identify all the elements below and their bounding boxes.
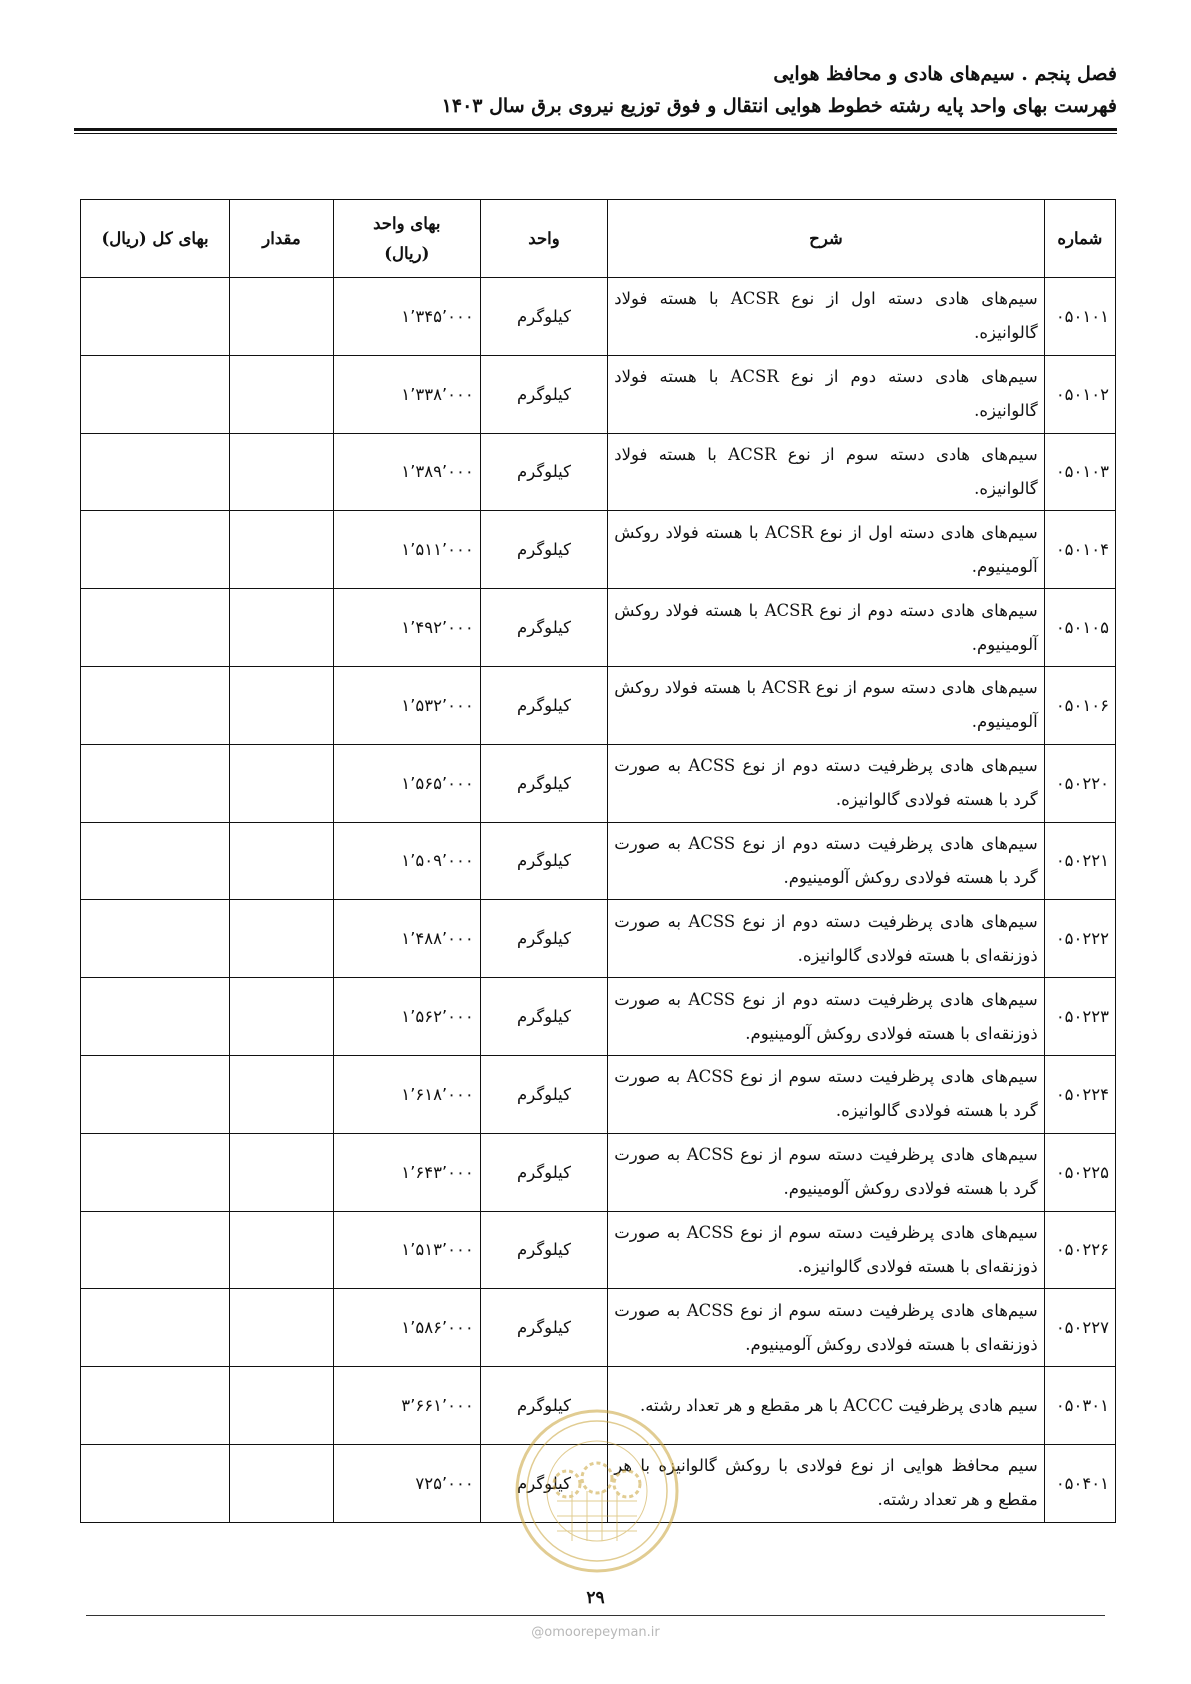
table-row	[81, 355, 1116, 433]
item-code: ۰۵۰۲۲۷	[1044, 1289, 1115, 1367]
item-unit: کیلوگرم	[480, 822, 607, 900]
table-row	[81, 1211, 1116, 1289]
item-unit: کیلوگرم	[480, 278, 607, 356]
item-unit-price: ۷۲۵٬۰۰۰	[333, 1444, 480, 1522]
item-description: سیم‌های هادی پرظرفیت دسته دوم از نوع ACSS به صورت ذوزنقه‌ای با هسته فولادی روکش آلومینیوم.	[608, 978, 1044, 1056]
unit-price-header-line2: (ریال)	[384, 243, 430, 263]
item-code: ۰۵۰۲۲۴	[1044, 1055, 1115, 1133]
item-code: ۰۵۰۲۲۶	[1044, 1211, 1115, 1289]
item-code: ۰۵۰۱۰۵	[1044, 589, 1115, 667]
item-unit: کیلوگرم	[480, 589, 607, 667]
item-quantity	[230, 511, 334, 589]
item-total-price	[81, 433, 230, 511]
item-unit-price: ۱٬۵۳۲٬۰۰۰	[333, 666, 480, 744]
item-total-price	[81, 822, 230, 900]
item-description: سیم‌های هادی پرظرفیت دسته دوم از نوع ACSS به صورت گرد با هسته فولادی روکش آلومینیوم.	[608, 822, 1044, 900]
item-description: سیم‌های هادی دسته سوم از نوع ACSR با هسته فولاد گالوانیزه.	[608, 433, 1044, 511]
item-unit: کیلوگرم	[480, 1444, 607, 1522]
item-unit: کیلوگرم	[480, 1133, 607, 1211]
table-row	[81, 1289, 1116, 1367]
item-total-price	[81, 1289, 230, 1367]
column-header-total-price: بهای کل (ریال)	[81, 200, 230, 278]
item-unit: کیلوگرم	[480, 744, 607, 822]
table-row	[81, 433, 1116, 511]
table-row	[81, 1055, 1116, 1133]
item-total-price	[81, 589, 230, 667]
item-quantity	[230, 900, 334, 978]
item-code: ۰۵۰۱۰۲	[1044, 355, 1115, 433]
column-header-unit: واحد	[480, 200, 607, 278]
item-quantity	[230, 355, 334, 433]
column-header-unit-price	[333, 200, 480, 278]
item-total-price	[81, 900, 230, 978]
item-unit: کیلوگرم	[480, 355, 607, 433]
item-quantity	[230, 278, 334, 356]
column-header-description: شرح	[608, 200, 1044, 278]
item-unit: کیلوگرم	[480, 1289, 607, 1367]
item-code: ۰۵۰۲۲۱	[1044, 822, 1115, 900]
item-unit-price: ۱٬۴۹۲٬۰۰۰	[333, 589, 480, 667]
page-header	[74, 58, 1117, 122]
item-code: ۰۵۰۲۲۲	[1044, 900, 1115, 978]
header-double-rule	[74, 128, 1117, 134]
item-code: ۰۵۰۱۰۴	[1044, 511, 1115, 589]
item-unit-price: ۱٬۳۳۸٬۰۰۰	[333, 355, 480, 433]
item-unit: کیلوگرم	[480, 433, 607, 511]
item-code: ۰۵۰۲۲۰	[1044, 744, 1115, 822]
item-total-price	[81, 355, 230, 433]
item-description: سیم محافظ هوایی از نوع فولادی با روکش گالوانیزه با هر مقطع و هر تعداد رشته.	[608, 1444, 1044, 1522]
item-total-price	[81, 1211, 230, 1289]
item-description: سیم‌های هادی پرظرفیت دسته دوم از نوع ACSS به صورت ذوزنقه‌ای با هسته فولادی گالوانیزه.	[608, 900, 1044, 978]
item-total-price	[81, 744, 230, 822]
item-unit: کیلوگرم	[480, 1055, 607, 1133]
item-unit-price: ۱٬۳۸۹٬۰۰۰	[333, 433, 480, 511]
item-description: سیم‌های هادی پرظرفیت دسته سوم از نوع ACSS به صورت گرد با هسته فولادی گالوانیزه.	[608, 1055, 1044, 1133]
item-total-price	[81, 1444, 230, 1522]
item-unit-price: ۱٬۴۸۸٬۰۰۰	[333, 900, 480, 978]
item-quantity	[230, 1133, 334, 1211]
item-code: ۰۵۰۴۰۱	[1044, 1444, 1115, 1522]
item-code: ۰۵۰۲۲۳	[1044, 978, 1115, 1056]
item-quantity	[230, 1289, 334, 1367]
item-quantity	[230, 1367, 334, 1445]
item-description: سیم‌های هادی دسته دوم از نوع ACSR با هسته فولاد روکش آلومینیوم.	[608, 589, 1044, 667]
page-number: ۲۹	[586, 1588, 605, 1608]
item-total-price	[81, 978, 230, 1056]
item-quantity	[230, 978, 334, 1056]
item-unit: کیلوگرم	[480, 1367, 607, 1445]
item-code: ۰۵۰۱۰۳	[1044, 433, 1115, 511]
item-description: سیم‌های هادی پرظرفیت دسته سوم از نوع ACSS به صورت ذوزنقه‌ای با هسته فولادی گالوانیزه.	[608, 1211, 1044, 1289]
item-quantity	[230, 1444, 334, 1522]
item-unit-price: ۱٬۵۱۳٬۰۰۰	[333, 1211, 480, 1289]
item-total-price	[81, 511, 230, 589]
item-unit: کیلوگرم	[480, 511, 607, 589]
item-unit-price: ۱٬۵۶۲٬۰۰۰	[333, 978, 480, 1056]
table-row	[81, 822, 1116, 900]
item-description: سیم‌های هادی دسته دوم از نوع ACSR با هسته فولاد گالوانیزه.	[608, 355, 1044, 433]
item-quantity	[230, 433, 334, 511]
item-unit: کیلوگرم	[480, 1211, 607, 1289]
table-row	[81, 1444, 1116, 1522]
price-table	[80, 199, 1116, 1523]
item-code: ۰۵۰۲۲۵	[1044, 1133, 1115, 1211]
item-unit-price: ۳٬۶۶۱٬۰۰۰	[333, 1367, 480, 1445]
item-unit-price: ۱٬۶۴۳٬۰۰۰	[333, 1133, 480, 1211]
item-quantity	[230, 744, 334, 822]
item-total-price	[81, 1055, 230, 1133]
table-row	[81, 511, 1116, 589]
column-header-quantity: مقدار	[230, 200, 334, 278]
column-header-code: شماره	[1044, 200, 1115, 278]
item-unit: کیلوگرم	[480, 666, 607, 744]
item-description: سیم‌های هادی دسته سوم از نوع ACSR با هسته فولاد روکش آلومینیوم.	[608, 666, 1044, 744]
item-code: ۰۵۰۳۰۱	[1044, 1367, 1115, 1445]
item-description: سیم‌های هادی پرظرفیت دسته سوم از نوع ACSS به صورت گرد با هسته فولادی روکش آلومینیوم.	[608, 1133, 1044, 1211]
item-code: ۰۵۰۱۰۱	[1044, 278, 1115, 356]
table-row	[81, 666, 1116, 744]
item-description: سیم‌های هادی دسته اول از نوع ACSR با هسته فولاد گالوانیزه.	[608, 278, 1044, 356]
item-unit-price: ۱٬۳۴۵٬۰۰۰	[333, 278, 480, 356]
item-quantity	[230, 1211, 334, 1289]
item-unit: کیلوگرم	[480, 900, 607, 978]
item-total-price	[81, 1133, 230, 1211]
item-description: سیم‌های هادی پرظرفیت دسته دوم از نوع ACSS به صورت گرد با هسته فولادی گالوانیزه.	[608, 744, 1044, 822]
site-watermark: @omoorepeyman.ir	[531, 1625, 660, 1640]
table-row	[81, 1367, 1116, 1445]
table-row	[81, 978, 1116, 1056]
item-description: سیم‌های هادی پرظرفیت دسته سوم از نوع ACSS به صورت ذوزنقه‌ای با هسته فولادی روکش آلومینیوم.	[608, 1289, 1044, 1367]
item-unit-price: ۱٬۶۱۸٬۰۰۰	[333, 1055, 480, 1133]
footer-rule	[86, 1615, 1105, 1616]
table-row	[81, 900, 1116, 978]
item-unit-price: ۱٬۵۶۵٬۰۰۰	[333, 744, 480, 822]
item-description: سیم هادی پرظرفیت ACCC با هر مقطع و هر تعداد رشته.	[608, 1367, 1044, 1445]
item-unit-price: ۱٬۵۸۶٬۰۰۰	[333, 1289, 480, 1367]
item-quantity	[230, 822, 334, 900]
table-row	[81, 744, 1116, 822]
table-row	[81, 1133, 1116, 1211]
item-unit: کیلوگرم	[480, 978, 607, 1056]
item-quantity	[230, 666, 334, 744]
chapter-title: فصل پنجم . سیم‌های هادی و محافظ هوایی	[773, 63, 1117, 85]
table-row	[81, 278, 1116, 356]
unit-price-header-line1: بهای واحد	[373, 213, 441, 233]
item-total-price	[81, 666, 230, 744]
catalog-title: فهرست بهای واحد پایه رشته خطوط هوایی انتقال و فوق توزیع نیروی برق سال ۱۴۰۳	[441, 95, 1117, 117]
item-quantity	[230, 1055, 334, 1133]
item-description: سیم‌های هادی دسته اول از نوع ACSR با هسته فولاد روکش آلومینیوم.	[608, 511, 1044, 589]
item-unit-price: ۱٬۵۰۹٬۰۰۰	[333, 822, 480, 900]
table-row	[81, 589, 1116, 667]
item-unit-price: ۱٬۵۱۱٬۰۰۰	[333, 511, 480, 589]
table-body	[81, 278, 1116, 1523]
item-total-price	[81, 278, 230, 356]
item-code: ۰۵۰۱۰۶	[1044, 666, 1115, 744]
item-quantity	[230, 589, 334, 667]
item-total-price	[81, 1367, 230, 1445]
table-header-row	[81, 200, 1116, 278]
